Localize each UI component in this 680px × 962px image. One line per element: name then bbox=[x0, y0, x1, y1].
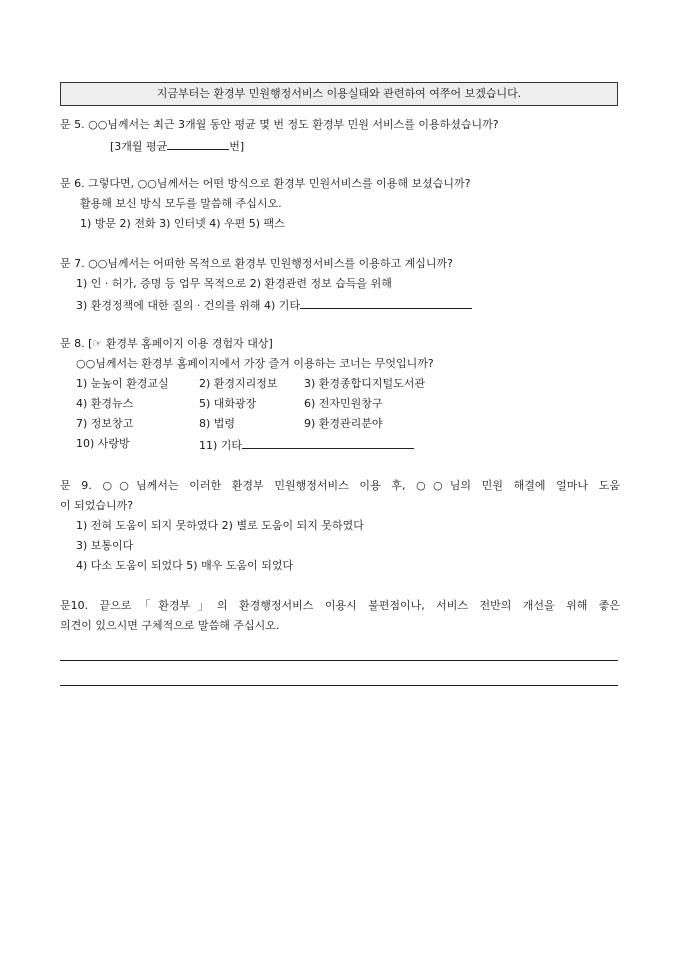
q8-option: 4) 환경뉴스 bbox=[76, 397, 134, 410]
q8-option-other bbox=[199, 437, 414, 453]
q5-answer-suffix: 번] bbox=[229, 140, 245, 153]
q8-other-blank[interactable] bbox=[242, 437, 414, 449]
q8-option: 3) 환경종합디지털도서관 bbox=[304, 377, 426, 390]
q8-option: 6) 전자민원창구 bbox=[304, 397, 383, 410]
answer-line[interactable] bbox=[60, 685, 618, 686]
question-10-line2: 의견이 있으시면 구체적으로 말씀해 주십시오. bbox=[60, 619, 280, 632]
question-6: 문 6. 그렇다면, ○○님께서는 어떤 방식으로 환경부 민원서비스를 이용해 보셨습니까? bbox=[60, 177, 471, 190]
q8-option: 5) 대화광장 bbox=[199, 397, 257, 410]
q8-option: 1) 눈높이 환경교실 bbox=[76, 377, 169, 390]
question-6-note: 활용해 보신 방식 모두를 말씀해 주십시오. bbox=[80, 197, 282, 210]
q8-option: 7) 정보창고 bbox=[76, 417, 134, 430]
q5-answer-prefix: [3개월 평균 bbox=[110, 140, 168, 153]
question-10-line1: 문10. 끝으로「환경부」의 환경행정서비스 이용시 불편점이나, 서비스 전반의 개선을 위해 좋은 bbox=[60, 599, 620, 612]
question-6-options: 1) 방문 2) 전화 3) 인터넷 4) 우편 5) 팩스 bbox=[80, 217, 285, 230]
q9-option: 1) 전혀 도움이 되지 못하였다 2) 별로 도움이 되지 못하였다 bbox=[76, 519, 364, 532]
q7-other-blank[interactable] bbox=[300, 297, 472, 309]
question-7-options-row1: 1) 인 · 허가, 증명 등 업무 목적으로 2) 환경관련 정보 습득을 위해 bbox=[76, 277, 392, 290]
question-7-options-row2 bbox=[76, 297, 472, 313]
question-9-line1: 문 9. ○○님께서는 이러한 환경부 민원행정서비스 이용 후, ○○님의 민원 해결에 얼마나 도움 bbox=[60, 479, 620, 492]
question-8-subquestion: ○○님께서는 환경부 홈페이지에서 가장 즐겨 이용하는 코너는 무엇입니까? bbox=[76, 357, 434, 370]
question-5-answer bbox=[110, 138, 244, 154]
q8-option: 8) 법령 bbox=[199, 417, 236, 430]
q8-option-other-label: 11) 기타 bbox=[199, 439, 243, 452]
answer-line[interactable] bbox=[60, 660, 618, 661]
question-7: 문 7. ○○님께서는 어떠한 목적으로 환경부 민원행정서비스를 이용하고 계십니까? bbox=[60, 257, 453, 270]
q9-option: 4) 다소 도움이 되었다 5) 매우 도움이 되었다 bbox=[76, 559, 294, 572]
q5-answer-blank[interactable] bbox=[167, 138, 229, 150]
question-9-line2: 이 되었습니까? bbox=[60, 499, 134, 512]
q8-option: 10) 사랑방 bbox=[76, 437, 130, 450]
q7-options-row2-text: 3) 환경정책에 대한 질의 · 건의를 위해 4) 기타 bbox=[76, 299, 301, 312]
section-banner: 지금부터는 환경부 민원행정서비스 이용실태와 관련하여 여쭈어 보겠습니다. bbox=[60, 82, 618, 106]
q9-option: 3) 보통이다 bbox=[76, 539, 134, 552]
q8-option: 2) 환경지리정보 bbox=[199, 377, 278, 390]
q8-option: 9) 환경관리분야 bbox=[304, 417, 383, 430]
question-5: 문 5. ○○님께서는 최근 3개월 동안 평균 몇 번 정도 환경부 민원 서비스를 이용하셨습니까? bbox=[60, 118, 499, 131]
question-8: 문 8. [☞ 환경부 홈페이지 이용 경험자 대상] bbox=[60, 337, 273, 350]
